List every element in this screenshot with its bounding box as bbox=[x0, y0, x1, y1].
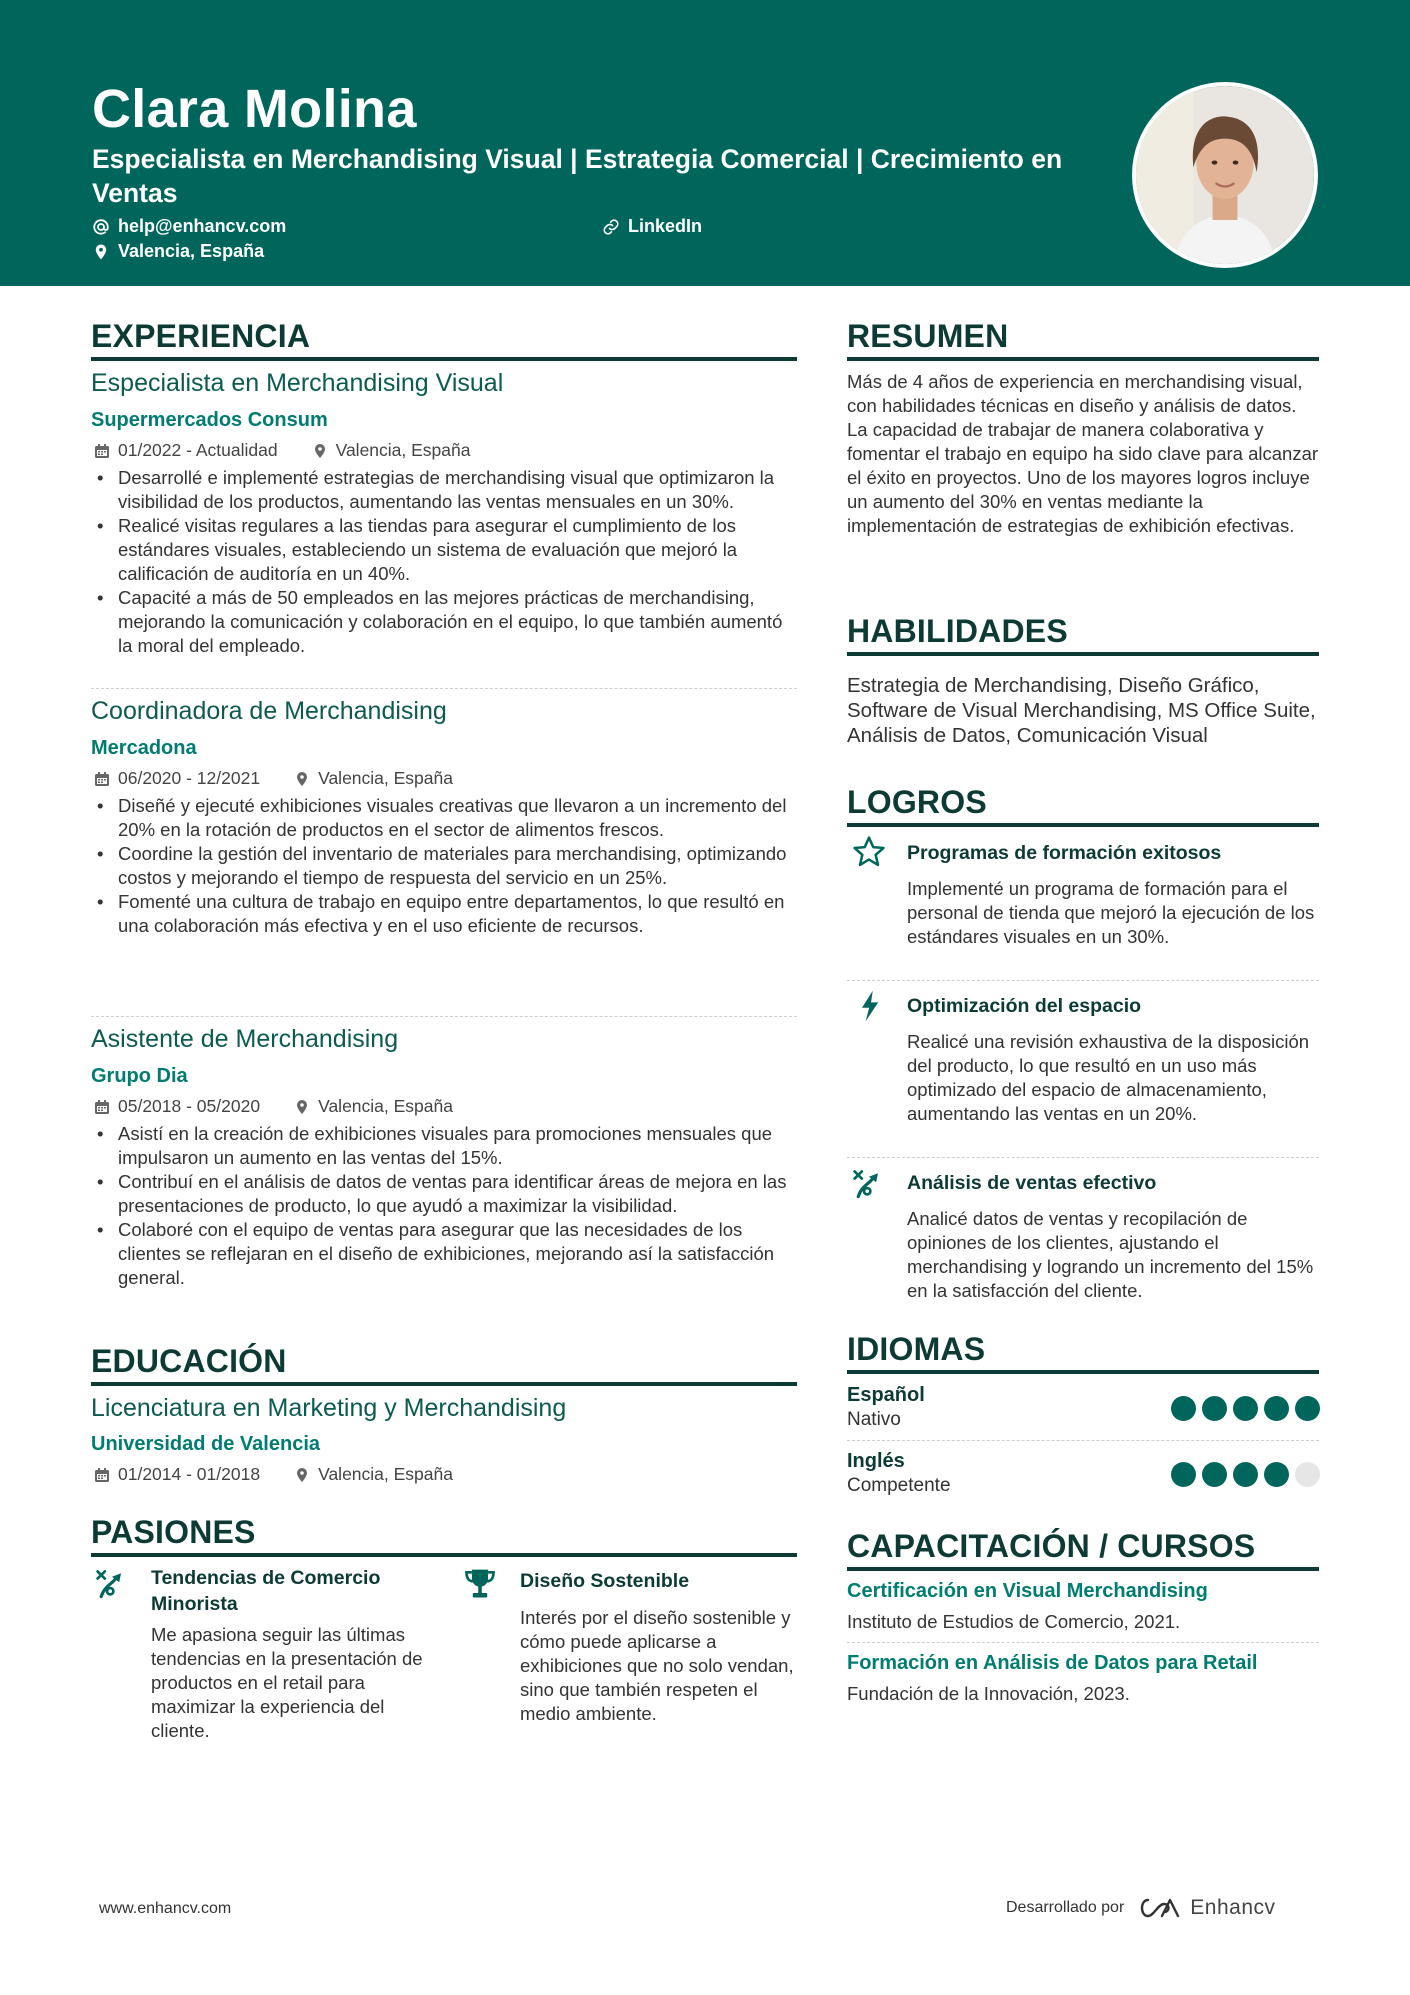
job-location: Valencia, España bbox=[318, 1096, 453, 1116]
course-title: Certificación en Visual Merchandising bbox=[847, 1580, 1208, 1602]
candidate-headline: Especialista en Merchandising Visual | Estrategia Comercial | Crecimiento en Ventas bbox=[92, 144, 1063, 208]
summary-text: Más de 4 años de experiencia en merchandising visual, con habilidades técnicas en diseño y análisis de datos. La capacidad de trabajar de manera colaborativa y fomentar el trabajo en equipo ha sido clave para alcanzar el éxito en proyectos. Uno de los mayores logros incluye un aumento del 30% en ventas mediante la implementación de estrategias de exhibición efectivas. bbox=[847, 371, 1319, 536]
at-icon bbox=[92, 218, 110, 236]
map-pin-icon bbox=[294, 771, 310, 787]
courses-rule bbox=[847, 1567, 1319, 1571]
header-banner bbox=[0, 0, 1410, 286]
job-meta bbox=[94, 768, 453, 789]
language-level: Competente bbox=[847, 1475, 951, 1496]
job-dates: 06/2020 - 12/2021 bbox=[118, 768, 261, 788]
divider bbox=[847, 1157, 1319, 1158]
rating-dot-filled bbox=[1264, 1462, 1289, 1487]
education-dates: 01/2014 - 01/2018 bbox=[118, 1464, 261, 1484]
trophy-icon bbox=[462, 1566, 498, 1602]
map-pin-icon bbox=[294, 1467, 310, 1483]
bullet-item: • Fomenté una cultura de trabajo en equipo entre departamentos, lo que resultó en una colaboración más efectiva y en el uso eficiente de recursos. bbox=[91, 890, 801, 938]
job-bullets bbox=[91, 794, 801, 938]
language-rating bbox=[1171, 1396, 1320, 1421]
growth-arrow-icon bbox=[94, 1566, 130, 1602]
education-rule bbox=[91, 1382, 797, 1386]
company-name: Mercadona bbox=[91, 737, 197, 759]
achievements-rule bbox=[847, 823, 1319, 827]
job-title: Coordinadora de Merchandising bbox=[91, 697, 447, 725]
achievement-title: Optimización del espacio bbox=[907, 995, 1142, 1017]
languages-heading: IDIOMAS bbox=[847, 1331, 986, 1367]
summary-heading: RESUMEN bbox=[847, 318, 1009, 354]
rating-dot-filled bbox=[1171, 1396, 1196, 1421]
achievement-title: Programas de formación exitosos bbox=[907, 842, 1222, 864]
enhancv-logo-icon bbox=[1136, 1896, 1182, 1920]
candidate-name: Clara Molina bbox=[92, 79, 417, 139]
divider bbox=[91, 688, 797, 689]
rating-dot-empty bbox=[1295, 1462, 1320, 1487]
passions-heading: PASIONES bbox=[91, 1514, 256, 1550]
star-icon bbox=[851, 834, 887, 870]
job-location: Valencia, España bbox=[318, 768, 453, 788]
education-meta bbox=[94, 1464, 453, 1485]
rating-dot-filled bbox=[1202, 1396, 1227, 1421]
job-location: Valencia, España bbox=[335, 440, 471, 460]
achievements-heading: LOGROS bbox=[847, 784, 987, 820]
skills-heading: HABILIDADES bbox=[847, 613, 1068, 649]
language-rating bbox=[1171, 1462, 1320, 1487]
summary-rule bbox=[847, 357, 1319, 361]
language-name: Español bbox=[847, 1384, 925, 1406]
achievement-text: Realicé una revisión exhaustiva de la disposición del producto, lo que resultó en un uso más optimizado del espacio de almacenamiento, aumentando las ventas en un 20%. bbox=[907, 1031, 1310, 1124]
rating-dot-filled bbox=[1233, 1462, 1258, 1487]
calendar-icon bbox=[94, 771, 110, 787]
rating-dot-filled bbox=[1295, 1396, 1320, 1421]
experience-rule bbox=[91, 357, 797, 361]
divider bbox=[91, 1016, 797, 1017]
job-dates: 05/2018 - 05/2020 bbox=[118, 1096, 261, 1116]
course-detail: Instituto de Estudios de Comercio, 2021. bbox=[847, 1611, 1181, 1632]
footer-branding bbox=[1006, 1896, 1276, 1920]
bullet-item: • Realicé visitas regulares a las tiendas para asegurar el cumplimiento de los estándares visuales, estableciendo un sistema de evaluación que mejoró la calificación de auditoría en un 40%. bbox=[91, 514, 801, 586]
job-title: Asistente de Merchandising bbox=[91, 1025, 399, 1053]
bullet-item: • Capacité a más de 50 empleados en las mejores prácticas de merchandising, mejorando la comunicación y colaboración en el equipo, lo que también aumentó la moral del empleado. bbox=[91, 586, 801, 658]
calendar-icon bbox=[94, 443, 110, 459]
bullet-item: • Diseñé y ejecuté exhibiciones visuales creativas que llevaron a un incremento del 20% en la rotación de productos en el sector de alimentos frescos. bbox=[91, 794, 801, 842]
rating-dot-filled bbox=[1233, 1396, 1258, 1421]
email-contact[interactable] bbox=[92, 216, 286, 237]
skills-rule bbox=[847, 652, 1319, 656]
achievement-title: Análisis de ventas efectivo bbox=[907, 1172, 1157, 1194]
email-text: help@enhancv.com bbox=[118, 216, 287, 236]
experience-heading: EXPERIENCIA bbox=[91, 318, 311, 354]
courses-heading: CAPACITACIÓN / CURSOS bbox=[847, 1528, 1256, 1564]
map-pin-icon bbox=[92, 243, 110, 261]
job-meta bbox=[94, 440, 471, 461]
passion-title: Diseño Sostenible bbox=[520, 1570, 690, 1592]
degree-title: Licenciatura en Marketing y Merchandising bbox=[91, 1394, 567, 1422]
languages-rule bbox=[847, 1370, 1319, 1374]
calendar-icon bbox=[94, 1467, 110, 1483]
bullet-item: • Contribuí en el análisis de datos de ventas para identificar áreas de mejora en las presentaciones de producto, lo que ayudó a maximizar la visibilidad. bbox=[91, 1170, 801, 1218]
passion-title: Tendencias de Comercio Minorista bbox=[151, 1567, 381, 1615]
linkedin-contact[interactable] bbox=[602, 216, 702, 237]
rating-dot-filled bbox=[1264, 1396, 1289, 1421]
bullet-item: • Asistí en la creación de exhibiciones visuales para promociones mensuales que impulsaron un aumento en las ventas del 15%. bbox=[91, 1122, 801, 1170]
course-detail: Fundación de la Innovación, 2023. bbox=[847, 1683, 1130, 1704]
education-location: Valencia, España bbox=[318, 1464, 453, 1484]
profile-portrait-image bbox=[1136, 86, 1314, 264]
map-pin-icon bbox=[294, 1099, 310, 1115]
language-name: Inglés bbox=[847, 1450, 905, 1472]
powered-by-label: Desarrollado por bbox=[1006, 1899, 1125, 1916]
education-heading: EDUCACIÓN bbox=[91, 1343, 287, 1379]
lightning-icon bbox=[853, 988, 889, 1024]
company-name: Grupo Dia bbox=[91, 1065, 188, 1087]
enhancv-brand: Enhancv bbox=[1190, 1896, 1276, 1919]
job-bullets bbox=[91, 1122, 801, 1290]
link-icon bbox=[602, 218, 620, 236]
achievement-text: Analicé datos de ventas y recopilación de opiniones de los clientes, ajustando el merchandising y logrando un incremento del 15% en la satisfacción del cliente. bbox=[907, 1208, 1314, 1301]
school-name: Universidad de Valencia bbox=[91, 1433, 320, 1455]
bullet-item: • Coordine la gestión del inventario de materiales para merchandising, optimizando costos y mejorando el tiempo de respuesta del servicio en un 25%. bbox=[91, 842, 801, 890]
growth-arrow-icon bbox=[851, 1166, 887, 1202]
company-name: Supermercados Consum bbox=[91, 409, 328, 431]
calendar-icon bbox=[94, 1099, 110, 1115]
course-title: Formación en Análisis de Datos para Retail bbox=[847, 1652, 1258, 1674]
skills-text: Estrategia de Merchandising, Diseño Gráfico, Software de Visual Merchandising, MS Office Suite, Análisis de Datos, Comunicación Visual bbox=[847, 674, 1316, 747]
passion-text: Interés por el diseño sostenible y cómo puede aplicarse a exhibiciones que no solo vendan, sino que también respeten el medio ambiente. bbox=[520, 1607, 794, 1724]
divider bbox=[847, 1642, 1319, 1643]
job-bullets bbox=[91, 466, 801, 658]
language-level: Nativo bbox=[847, 1409, 901, 1430]
bullet-item: • Colaboré con el equipo de ventas para asegurar que las necesidades de los clientes se reflejaran en el diseño de exhibiciones, mejorando así la satisfacción general. bbox=[91, 1218, 801, 1290]
linkedin-text: LinkedIn bbox=[628, 216, 703, 236]
divider bbox=[847, 980, 1319, 981]
passion-text: Me apasiona seguir las últimas tendencias en la presentación de productos en el retail para maximizar la experiencia del cliente. bbox=[151, 1624, 423, 1741]
footer-website[interactable]: www.enhancv.com bbox=[99, 1900, 232, 1917]
passions-rule bbox=[91, 1553, 797, 1557]
job-meta bbox=[94, 1096, 453, 1117]
location-text: Valencia, España bbox=[118, 241, 265, 261]
rating-dot-filled bbox=[1202, 1462, 1227, 1487]
job-title: Especialista en Merchandising Visual bbox=[91, 369, 504, 397]
rating-dot-filled bbox=[1171, 1462, 1196, 1487]
profile-photo bbox=[1132, 82, 1318, 268]
location-contact bbox=[92, 241, 264, 262]
bullet-item: • Desarrollé e implementé estrategias de merchandising visual que optimizaron la visibilidad de los productos, aumentando las ventas mensuales en un 30%. bbox=[91, 466, 801, 514]
divider bbox=[847, 1440, 1319, 1441]
map-pin-icon bbox=[312, 443, 328, 459]
job-dates: 01/2022 - Actualidad bbox=[118, 440, 278, 460]
achievement-text: Implementé un programa de formación para el personal de tienda que mejoró la ejecución de los estándares visuales en un 30%. bbox=[907, 878, 1315, 947]
